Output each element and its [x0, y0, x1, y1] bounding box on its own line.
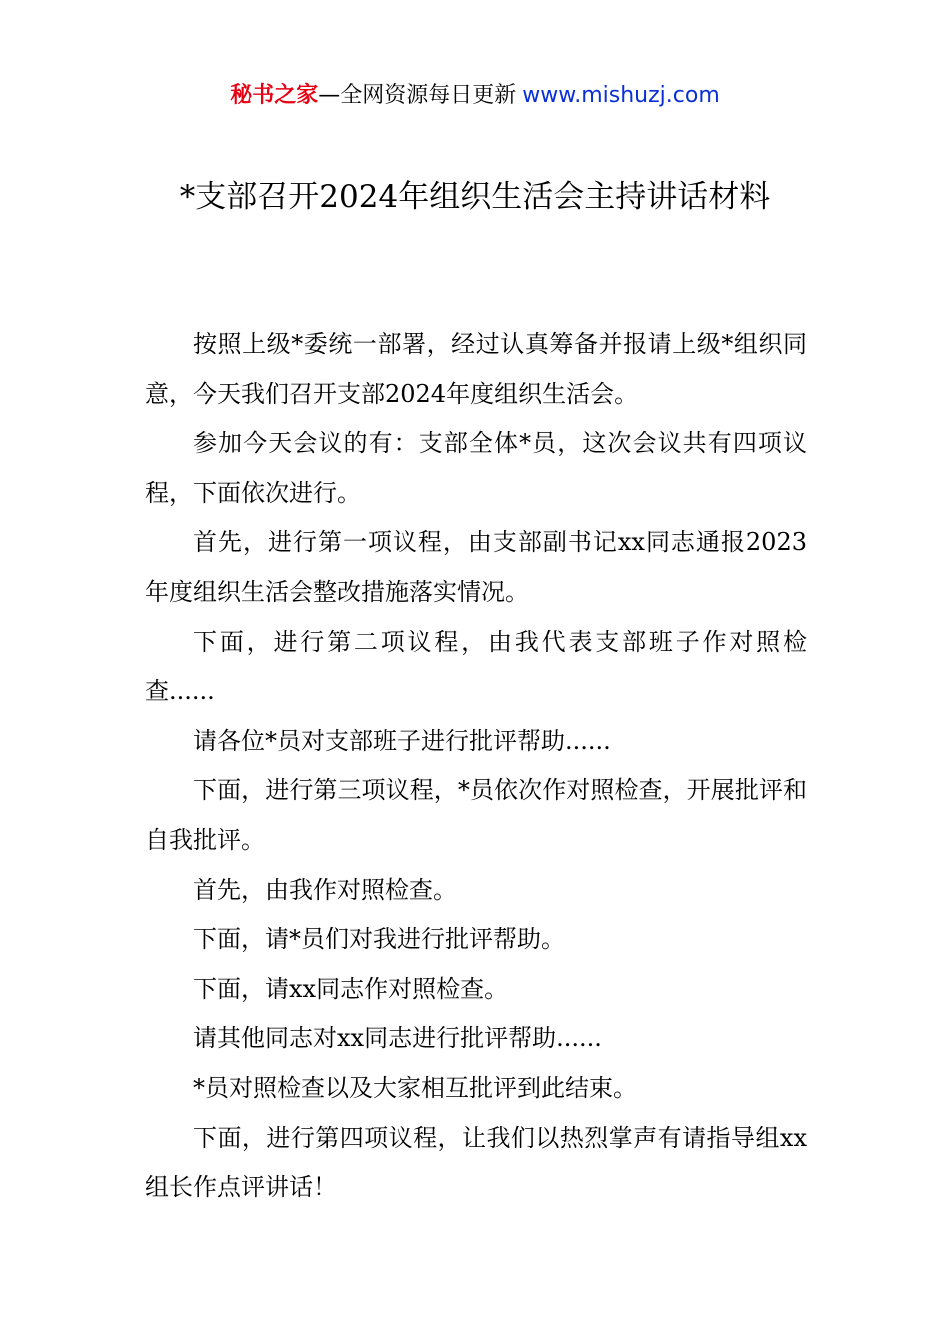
- paragraph: 下面，进行第二项议程，由我代表支部班子作对照检查......: [145, 627, 807, 706]
- paragraph: 下面，进行第三项议程，*员依次作对照检查，开展批评和自我批评。: [145, 776, 807, 854]
- paragraph: 请其他同志对xx同志进行批评帮助......: [193, 1024, 602, 1053]
- brand-name: 秘书之家: [230, 83, 319, 108]
- paragraph: 参加今天会议的有：支部全体*员，这次会议共有四项议程，下面依次进行。: [145, 429, 807, 507]
- site-url-link[interactable]: www.mishuzj.com: [522, 83, 720, 108]
- paragraph: 下面，请xx同志作对照检查。: [193, 974, 509, 1003]
- paragraph: 首先，进行第一项议程，由支部副书记xx同志通报2023年度组织生活会整改措施落实情况。: [145, 528, 807, 606]
- site-header: [0, 80, 950, 112]
- paragraph: *员对照检查以及大家相互批评到此结束。: [193, 1073, 637, 1102]
- paragraph: 首先，由我作对照检查。: [193, 875, 457, 904]
- document-body: [145, 320, 807, 1213]
- paragraph: 请各位*员对支部班子进行批评帮助......: [193, 726, 611, 755]
- paragraph: 下面，请*员们对我进行批评帮助。: [193, 925, 565, 954]
- header-tagline: —全网资源每日更新: [318, 83, 517, 108]
- paragraph: 下面，进行第四项议程，让我们以热烈掌声有请指导组xx组长作点评讲话！: [145, 1123, 807, 1202]
- paragraph: 按照上级*委统一部署，经过认真筹备并报请上级*组织同意，今天我们召开支部2024年度组织生活会。: [145, 330, 807, 408]
- document-title: *支部召开2024年组织生活会主持讲话材料: [179, 179, 771, 215]
